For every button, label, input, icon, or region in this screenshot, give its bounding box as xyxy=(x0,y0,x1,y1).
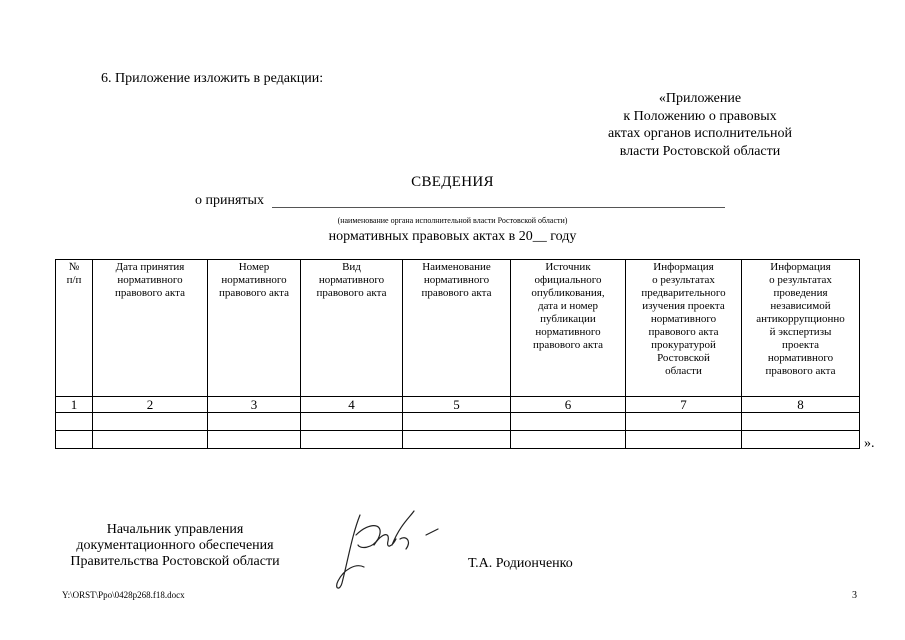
header-cell: Дата принятия нормативного правового акта xyxy=(93,260,208,397)
position-line-3: Правительства Ростовской области xyxy=(70,554,280,569)
appendix-line-1: «Приложение xyxy=(658,91,742,106)
empty-cell[interactable] xyxy=(93,431,208,449)
position-line-1: Начальник управления xyxy=(106,522,244,537)
appendix-header xyxy=(570,90,830,160)
header-cell: Информация о результатах предварительного изучения проекта нормативного правового акта прокуратурой Ростовской области xyxy=(626,260,742,397)
column-number: 8 xyxy=(742,397,860,413)
empty-cell[interactable] xyxy=(56,413,93,431)
empty-cell[interactable] xyxy=(208,413,301,431)
footer-file-path: Y:\ORST\Ppo\0428p268.f18.docx xyxy=(62,590,185,600)
column-number: 1 xyxy=(56,397,93,413)
table-header-row xyxy=(56,260,860,397)
column-number: 7 xyxy=(626,397,742,413)
signatory-name: Т.А. Родионченко xyxy=(468,556,573,571)
closing-quote: ». xyxy=(864,436,875,451)
empty-cell[interactable] xyxy=(93,413,208,431)
title-line-3: нормативных правовых актах в 20__ году xyxy=(328,229,577,244)
empty-cell[interactable] xyxy=(403,413,511,431)
empty-cell[interactable] xyxy=(56,431,93,449)
column-number: 3 xyxy=(208,397,301,413)
acts-table xyxy=(55,259,860,449)
empty-cell[interactable] xyxy=(301,431,403,449)
fill-in-note: (наименование органа исполнительной власти Ростовской области) xyxy=(337,216,568,225)
position-line-2: документационного обеспечения xyxy=(76,538,274,553)
appendix-line-3: актах органов исполнительной xyxy=(607,126,793,141)
document-title: СВЕДЕНИЯ xyxy=(411,174,494,190)
item-6-text: 6. Приложение изложить в редакции: xyxy=(101,71,324,86)
column-number-row xyxy=(56,397,860,413)
empty-cell[interactable] xyxy=(742,431,860,449)
column-number: 2 xyxy=(93,397,208,413)
header-cell: Номер нормативного правового акта xyxy=(208,260,301,397)
handwritten-signature xyxy=(330,505,450,595)
empty-cell[interactable] xyxy=(742,413,860,431)
header-cell: № п/п xyxy=(56,260,93,397)
column-number: 6 xyxy=(511,397,626,413)
header-cell: Информация о результатах проведения независимой антикоррупционно й экспертизы проекта нормативного правового акта xyxy=(742,260,860,397)
appendix-line-4: власти Ростовской области xyxy=(619,143,781,159)
header-cell: Вид нормативного правового акта xyxy=(301,260,403,397)
table-row xyxy=(56,413,860,431)
empty-cell[interactable] xyxy=(208,431,301,449)
empty-cell[interactable] xyxy=(301,413,403,431)
fill-in-line xyxy=(272,207,725,208)
line-prefix: о принятых xyxy=(195,193,264,208)
column-number: 5 xyxy=(403,397,511,413)
page-number: 3 xyxy=(852,590,857,601)
empty-cell[interactable] xyxy=(511,413,626,431)
empty-cell[interactable] xyxy=(626,431,742,449)
column-number: 4 xyxy=(301,397,403,413)
empty-cell[interactable] xyxy=(626,413,742,431)
table-row xyxy=(56,431,860,449)
signatory-position xyxy=(55,522,295,570)
header-cell: Наименование нормативного правового акта xyxy=(403,260,511,397)
empty-cell[interactable] xyxy=(403,431,511,449)
empty-cell[interactable] xyxy=(511,431,626,449)
header-cell: Источник официального опубликования, дата и номер публикации нормативного правового акта xyxy=(511,260,626,397)
appendix-line-2: к Положению о правовых xyxy=(623,108,777,124)
